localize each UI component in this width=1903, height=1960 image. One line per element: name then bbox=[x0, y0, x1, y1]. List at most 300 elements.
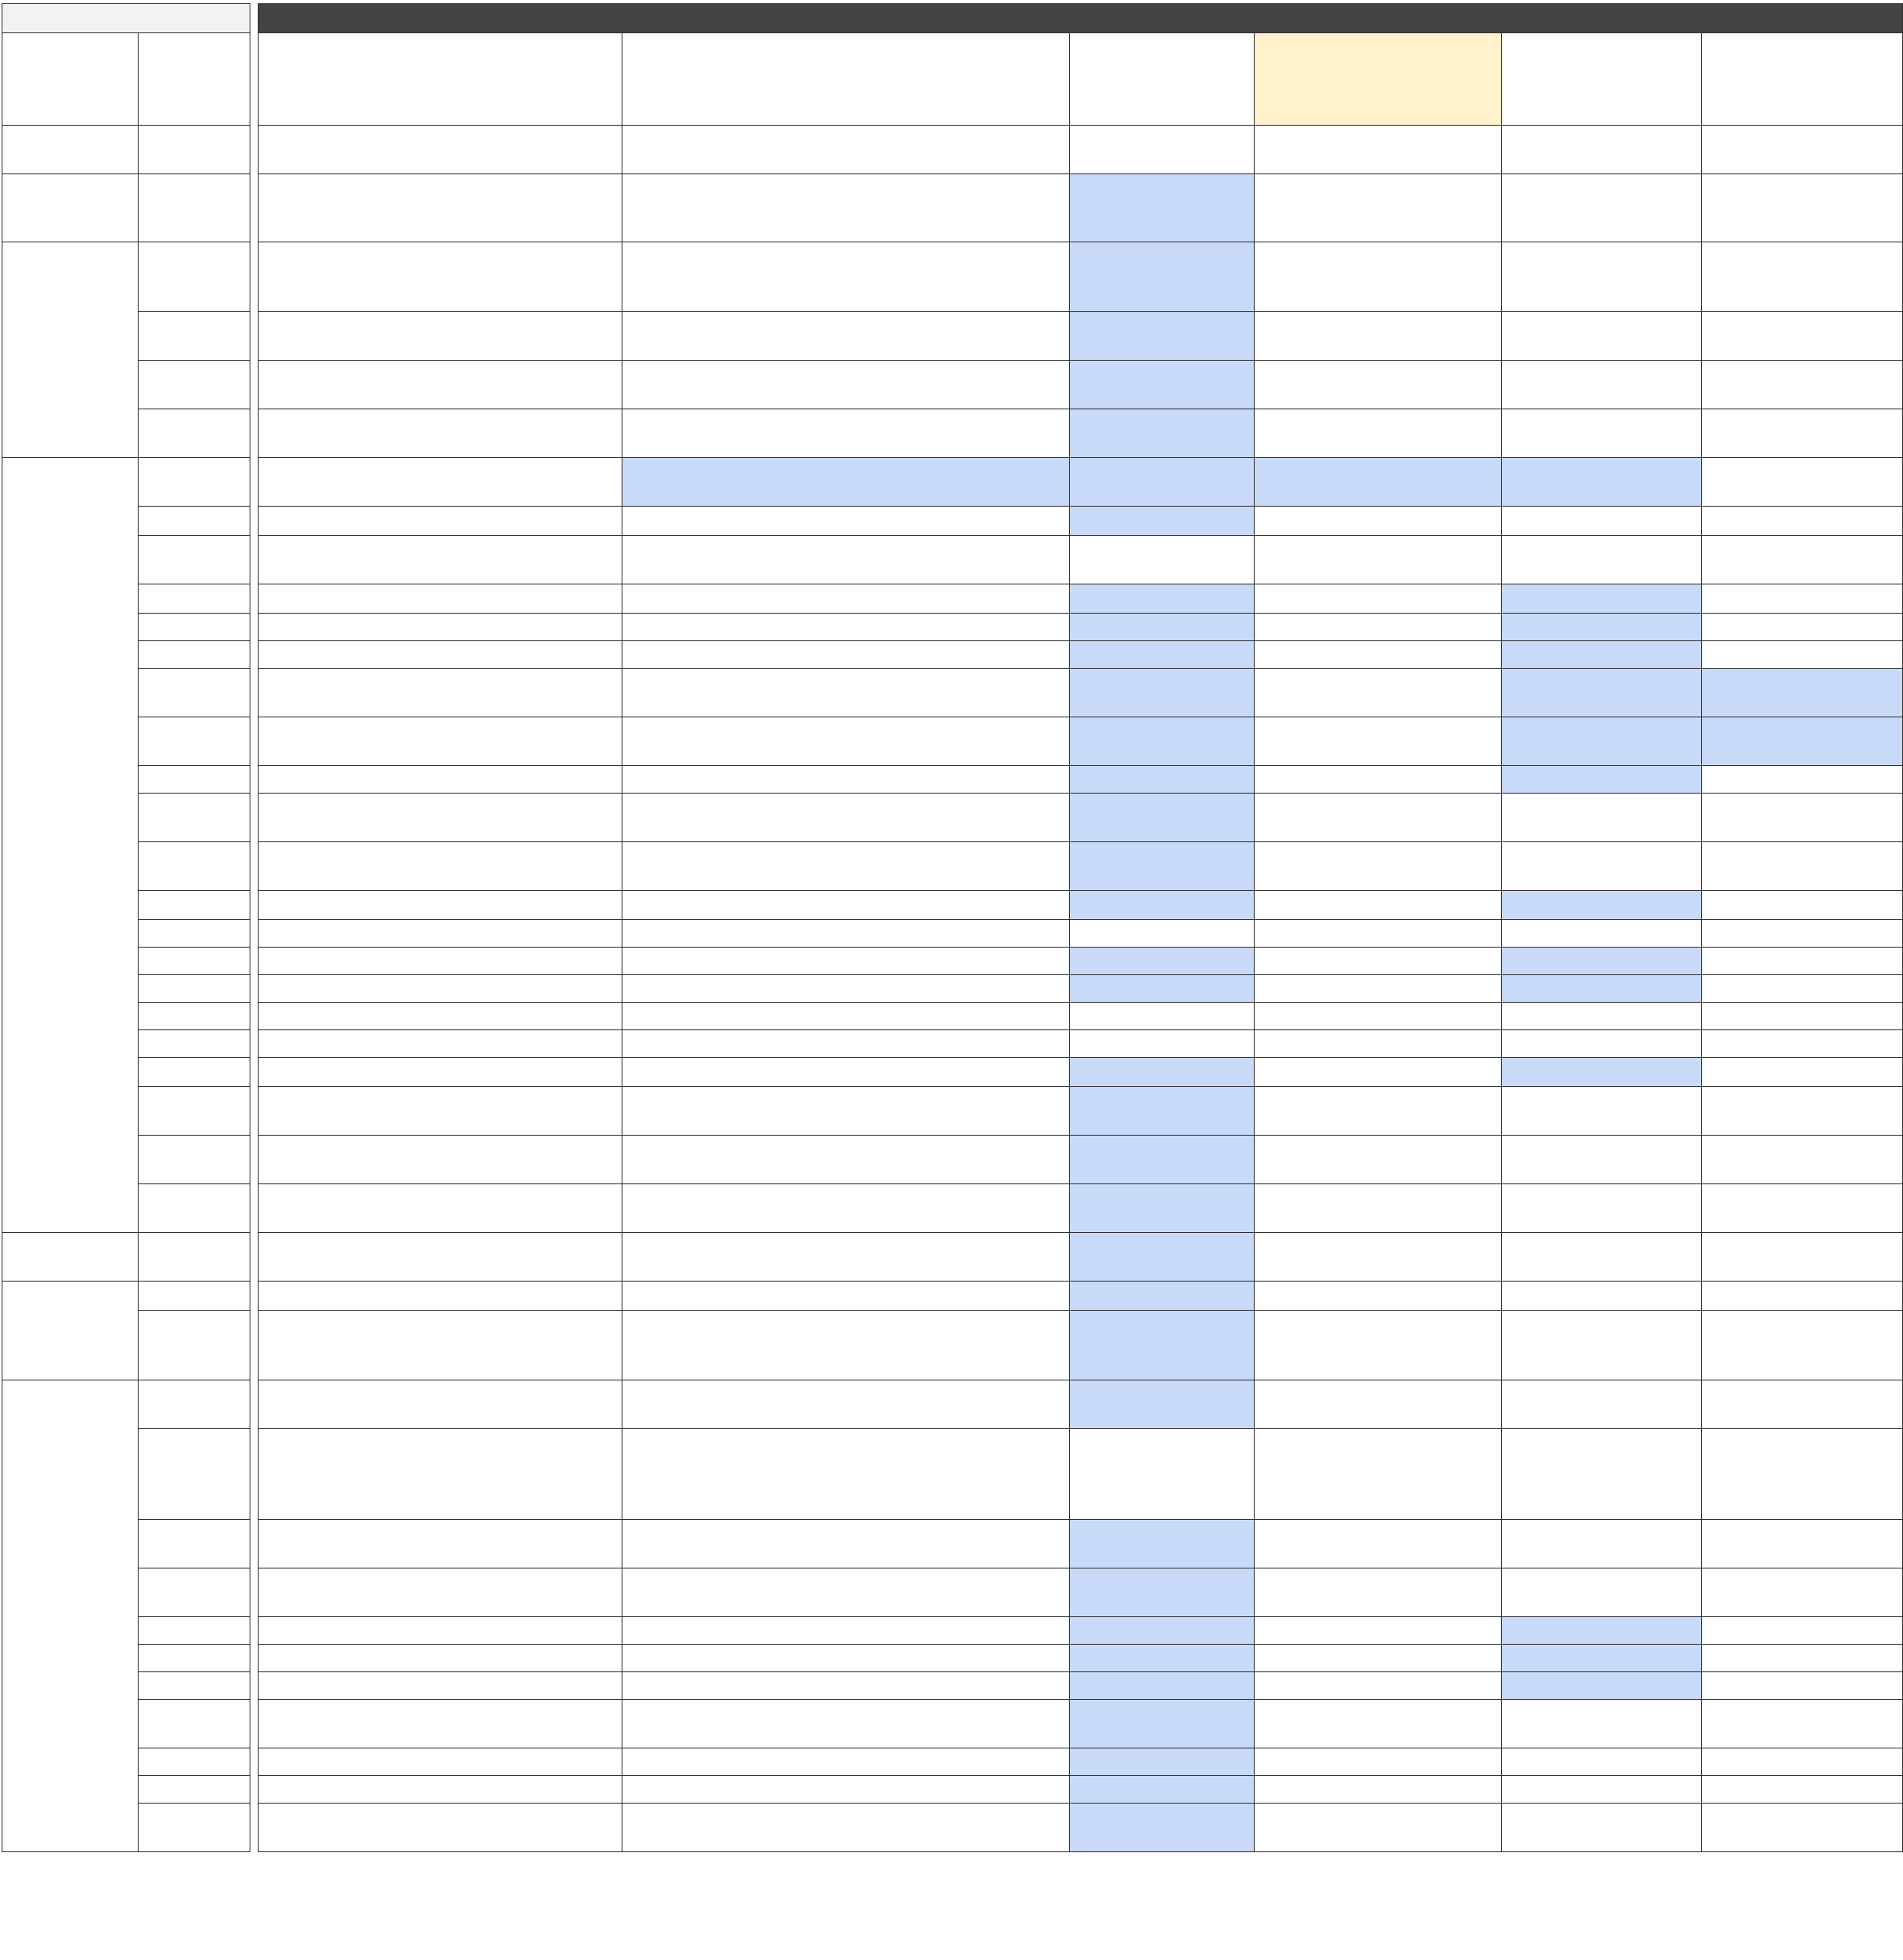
date-0204-cell bbox=[622, 1282, 1069, 1311]
date-0204-cell bbox=[622, 948, 1069, 975]
date-0604-cell bbox=[1501, 1568, 1702, 1617]
date-0604-cell bbox=[1501, 891, 1702, 920]
date-0604-cell bbox=[1501, 1804, 1702, 1852]
date-0304-cell bbox=[1069, 614, 1255, 641]
dst-adjusted-cell bbox=[1255, 1087, 1501, 1136]
date-0204-cell bbox=[622, 614, 1069, 641]
standard-hours-cell bbox=[259, 458, 622, 507]
dst-adjusted-cell bbox=[1255, 312, 1501, 361]
symbol-cell bbox=[138, 126, 250, 174]
table-row bbox=[2, 1058, 1903, 1087]
date-0604-cell bbox=[1501, 975, 1702, 1003]
dst-adjusted-cell bbox=[1255, 1672, 1501, 1700]
group-cell bbox=[2, 1282, 139, 1380]
symbol-cell bbox=[138, 1030, 250, 1058]
table-row bbox=[2, 766, 1903, 794]
group-cell bbox=[2, 458, 139, 1233]
table-row bbox=[2, 409, 1903, 458]
symbol-cell bbox=[138, 1087, 250, 1136]
date-0204-cell bbox=[622, 1776, 1069, 1804]
date-0304-cell bbox=[1069, 361, 1255, 409]
table-row bbox=[2, 1748, 1903, 1776]
date-0204-cell bbox=[622, 507, 1069, 536]
column-gap bbox=[250, 1645, 259, 1672]
standard-hours-cell bbox=[259, 409, 622, 458]
date-0204-cell bbox=[622, 409, 1069, 458]
symbol-cell bbox=[138, 1380, 250, 1429]
date-0304-cell bbox=[1069, 1087, 1255, 1136]
dst-adjusted-cell bbox=[1255, 614, 1501, 641]
date-0304-cell bbox=[1069, 975, 1255, 1003]
column-gap bbox=[250, 1672, 259, 1700]
date-0604-cell bbox=[1501, 1429, 1702, 1520]
date-0304-cell bbox=[1069, 1030, 1255, 1058]
date-0304-cell bbox=[1069, 842, 1255, 891]
symbol-cell bbox=[138, 458, 250, 507]
dst-adjusted-cell bbox=[1255, 174, 1501, 242]
date-0204-cell bbox=[622, 536, 1069, 584]
standard-hours-cell bbox=[259, 794, 622, 842]
date-0604-cell bbox=[1501, 717, 1702, 766]
dst-adjusted-cell bbox=[1255, 1233, 1501, 1282]
date-0704-cell bbox=[1702, 1058, 1903, 1087]
date-0304-cell bbox=[1069, 1700, 1255, 1748]
date-0704-cell bbox=[1702, 1804, 1903, 1852]
group-cell bbox=[2, 1380, 139, 1852]
symbol-cell bbox=[138, 1003, 250, 1030]
date-0604-cell bbox=[1501, 1087, 1702, 1136]
table-row bbox=[2, 458, 1903, 507]
date-0304-cell bbox=[1069, 794, 1255, 842]
standard-hours-cell bbox=[259, 766, 622, 794]
date-0604-cell bbox=[1501, 1617, 1702, 1645]
date-0304-cell bbox=[1069, 126, 1255, 174]
column-gap bbox=[250, 1520, 259, 1568]
symbol-cell bbox=[138, 1568, 250, 1617]
date-0304-cell bbox=[1069, 1748, 1255, 1776]
date-0704-cell bbox=[1702, 766, 1903, 794]
date-0604-cell bbox=[1501, 1776, 1702, 1804]
date-0704-cell bbox=[1702, 1568, 1903, 1617]
column-gap bbox=[250, 361, 259, 409]
table-row bbox=[2, 1672, 1903, 1700]
date-0704-cell bbox=[1702, 126, 1903, 174]
date-0304-cell bbox=[1069, 1311, 1255, 1380]
table-row bbox=[2, 536, 1903, 584]
standard-hours-cell bbox=[259, 584, 622, 614]
dst-adjusted-cell bbox=[1255, 126, 1501, 174]
column-gap bbox=[250, 1311, 259, 1380]
date-0704-cell bbox=[1702, 584, 1903, 614]
column-gap bbox=[250, 1087, 259, 1136]
column-gap bbox=[250, 1700, 259, 1748]
date-0704-cell bbox=[1702, 1429, 1903, 1520]
date-0604-cell bbox=[1501, 242, 1702, 312]
date-0204-cell bbox=[622, 1233, 1069, 1282]
standard-hours-cell bbox=[259, 1003, 622, 1030]
standard-hours-cell bbox=[259, 1520, 622, 1568]
date-0204-cell bbox=[622, 1136, 1069, 1184]
table-row bbox=[2, 1520, 1903, 1568]
table-title bbox=[259, 4, 1903, 33]
date-0704-cell bbox=[1702, 641, 1903, 669]
column-gap bbox=[250, 242, 259, 312]
column-gap bbox=[250, 174, 259, 242]
symbol-cell bbox=[138, 717, 250, 766]
date-0204-cell bbox=[622, 1748, 1069, 1776]
dst-adjusted-cell bbox=[1255, 794, 1501, 842]
dst-adjusted-cell bbox=[1255, 1429, 1501, 1520]
column-gap bbox=[250, 1030, 259, 1058]
date-0304-cell bbox=[1069, 641, 1255, 669]
date-0304-cell bbox=[1069, 891, 1255, 920]
date-0204-cell bbox=[622, 669, 1069, 717]
column-gap bbox=[250, 1282, 259, 1311]
date-0704-cell bbox=[1702, 1748, 1903, 1776]
column-gap bbox=[250, 1233, 259, 1282]
standard-hours-cell bbox=[259, 1776, 622, 1804]
date-0304-cell bbox=[1069, 174, 1255, 242]
standard-hours-cell bbox=[259, 1282, 622, 1311]
table-row bbox=[2, 312, 1903, 361]
column-gap bbox=[250, 1136, 259, 1184]
column-gap bbox=[250, 4, 259, 33]
date-0304-cell bbox=[1069, 1233, 1255, 1282]
table-row bbox=[2, 361, 1903, 409]
symbol-cell bbox=[138, 1184, 250, 1233]
table-row bbox=[2, 584, 1903, 614]
table-row bbox=[2, 1617, 1903, 1645]
date-0204-cell bbox=[622, 1030, 1069, 1058]
date-0304-cell bbox=[1069, 766, 1255, 794]
table-row bbox=[2, 1380, 1903, 1429]
date-0604-cell bbox=[1501, 1380, 1702, 1429]
standard-hours-cell bbox=[259, 1380, 622, 1429]
table-row bbox=[2, 891, 1903, 920]
table-row bbox=[2, 614, 1903, 641]
standard-hours-cell bbox=[259, 1700, 622, 1748]
date-0704-cell bbox=[1702, 1030, 1903, 1058]
symbol-cell bbox=[138, 614, 250, 641]
standard-hours-cell bbox=[259, 891, 622, 920]
header-date-0204 bbox=[622, 33, 1069, 126]
dst-adjusted-cell bbox=[1255, 1311, 1501, 1380]
standard-hours-cell bbox=[259, 242, 622, 312]
standard-hours-cell bbox=[259, 1429, 622, 1520]
header-date-0704 bbox=[1702, 33, 1903, 126]
column-gap bbox=[250, 536, 259, 584]
date-0204-cell bbox=[622, 794, 1069, 842]
date-0704-cell bbox=[1702, 174, 1903, 242]
symbol-cell bbox=[138, 975, 250, 1003]
standard-hours-cell bbox=[259, 1748, 622, 1776]
dst-adjusted-cell bbox=[1255, 1776, 1501, 1804]
date-0704-cell bbox=[1702, 409, 1903, 458]
date-0204-cell bbox=[622, 641, 1069, 669]
date-0604-cell bbox=[1501, 614, 1702, 641]
symbol-cell bbox=[138, 1136, 250, 1184]
date-0604-cell bbox=[1501, 1748, 1702, 1776]
column-gap bbox=[250, 948, 259, 975]
date-0704-cell bbox=[1702, 920, 1903, 948]
date-0204-cell bbox=[622, 1568, 1069, 1617]
standard-hours-cell bbox=[259, 641, 622, 669]
date-0704-cell bbox=[1702, 891, 1903, 920]
date-0704-cell bbox=[1702, 1311, 1903, 1380]
date-0204-cell bbox=[622, 1645, 1069, 1672]
table-row bbox=[2, 641, 1903, 669]
date-0204-cell bbox=[622, 1672, 1069, 1700]
symbol-cell bbox=[138, 920, 250, 948]
date-0204-cell bbox=[622, 1184, 1069, 1233]
standard-hours-cell bbox=[259, 174, 622, 242]
dst-adjusted-cell bbox=[1255, 975, 1501, 1003]
trading-hours-table bbox=[2, 3, 1903, 1852]
date-0604-cell bbox=[1501, 126, 1702, 174]
table-row bbox=[2, 1030, 1903, 1058]
symbol-cell bbox=[138, 1429, 250, 1520]
date-0704-cell bbox=[1702, 1617, 1903, 1645]
date-0204-cell bbox=[622, 584, 1069, 614]
date-0604-cell bbox=[1501, 842, 1702, 891]
standard-hours-cell bbox=[259, 1672, 622, 1700]
date-0604-cell bbox=[1501, 312, 1702, 361]
column-gap bbox=[250, 1748, 259, 1776]
date-0304-cell bbox=[1069, 669, 1255, 717]
dst-adjusted-cell bbox=[1255, 1645, 1501, 1672]
standard-hours-cell bbox=[259, 1087, 622, 1136]
date-0304-cell bbox=[1069, 536, 1255, 584]
standard-hours-cell bbox=[259, 1233, 622, 1282]
standard-hours-cell bbox=[259, 1568, 622, 1617]
table-row bbox=[2, 1282, 1903, 1311]
date-0704-cell bbox=[1702, 614, 1903, 641]
table-row bbox=[2, 842, 1903, 891]
column-gap bbox=[250, 842, 259, 891]
date-0704-cell bbox=[1702, 1672, 1903, 1700]
symbol-cell bbox=[138, 361, 250, 409]
symbol-cell bbox=[138, 409, 250, 458]
table-row bbox=[2, 1645, 1903, 1672]
table-row bbox=[2, 1311, 1903, 1380]
date-0204-cell bbox=[622, 1003, 1069, 1030]
symbol-cell bbox=[138, 1617, 250, 1645]
date-0704-cell bbox=[1702, 1184, 1903, 1233]
date-0604-cell bbox=[1501, 361, 1702, 409]
dst-adjusted-cell bbox=[1255, 584, 1501, 614]
date-0204-cell bbox=[622, 1058, 1069, 1087]
date-0604-cell bbox=[1501, 507, 1702, 536]
standard-hours-cell bbox=[259, 1030, 622, 1058]
date-0604-cell bbox=[1501, 174, 1702, 242]
date-0304-cell bbox=[1069, 458, 1255, 507]
table-row bbox=[2, 1233, 1903, 1282]
column-gap bbox=[250, 1804, 259, 1852]
symbol-cell bbox=[138, 948, 250, 975]
standard-hours-cell bbox=[259, 614, 622, 641]
table-row bbox=[2, 1087, 1903, 1136]
symbol-cell bbox=[138, 1520, 250, 1568]
date-0204-cell bbox=[622, 920, 1069, 948]
date-0604-cell bbox=[1501, 536, 1702, 584]
column-gap bbox=[250, 458, 259, 507]
table-row bbox=[2, 948, 1903, 975]
date-0304-cell bbox=[1069, 312, 1255, 361]
symbol-cell bbox=[138, 842, 250, 891]
date-0604-cell bbox=[1501, 669, 1702, 717]
header-dst-adjustment bbox=[1255, 33, 1501, 126]
column-gap bbox=[250, 975, 259, 1003]
dst-adjusted-cell bbox=[1255, 669, 1501, 717]
dst-adjusted-cell bbox=[1255, 507, 1501, 536]
dst-adjusted-cell bbox=[1255, 1700, 1501, 1748]
column-gap bbox=[250, 409, 259, 458]
date-0204-cell bbox=[622, 1429, 1069, 1520]
date-0704-cell bbox=[1702, 458, 1903, 507]
date-0304-cell bbox=[1069, 1429, 1255, 1520]
standard-hours-cell bbox=[259, 975, 622, 1003]
date-0204-cell bbox=[622, 312, 1069, 361]
table-row bbox=[2, 1184, 1903, 1233]
date-0304-cell bbox=[1069, 242, 1255, 312]
symbol-cell bbox=[138, 891, 250, 920]
table-row bbox=[2, 920, 1903, 948]
standard-hours-cell bbox=[259, 1136, 622, 1184]
column-gap bbox=[250, 1776, 259, 1804]
table-row bbox=[2, 1429, 1903, 1520]
title-spacer bbox=[2, 4, 250, 33]
standard-hours-cell bbox=[259, 669, 622, 717]
date-0204-cell bbox=[622, 1380, 1069, 1429]
column-gap bbox=[250, 614, 259, 641]
date-0704-cell bbox=[1702, 669, 1903, 717]
header-standard-hours bbox=[259, 33, 622, 126]
date-0304-cell bbox=[1069, 920, 1255, 948]
group-cell bbox=[2, 126, 139, 174]
date-0204-cell bbox=[622, 842, 1069, 891]
symbol-cell bbox=[138, 1311, 250, 1380]
dst-adjusted-cell bbox=[1255, 1003, 1501, 1030]
column-gap bbox=[250, 766, 259, 794]
standard-hours-cell bbox=[259, 1311, 622, 1380]
date-0304-cell bbox=[1069, 1645, 1255, 1672]
header-date-0604 bbox=[1501, 33, 1702, 126]
table-row bbox=[2, 1700, 1903, 1748]
date-0704-cell bbox=[1702, 1776, 1903, 1804]
date-0704-cell bbox=[1702, 1282, 1903, 1311]
symbol-cell bbox=[138, 1776, 250, 1804]
table-row bbox=[2, 1804, 1903, 1852]
date-0204-cell bbox=[622, 975, 1069, 1003]
standard-hours-cell bbox=[259, 920, 622, 948]
date-0704-cell bbox=[1702, 842, 1903, 891]
date-0704-cell bbox=[1702, 507, 1903, 536]
date-0304-cell bbox=[1069, 948, 1255, 975]
dst-adjusted-cell bbox=[1255, 1568, 1501, 1617]
date-0604-cell bbox=[1501, 1700, 1702, 1748]
date-0704-cell bbox=[1702, 1700, 1903, 1748]
standard-hours-cell bbox=[259, 1645, 622, 1672]
standard-hours-cell bbox=[259, 507, 622, 536]
date-0704-cell bbox=[1702, 312, 1903, 361]
dst-adjusted-cell bbox=[1255, 458, 1501, 507]
symbol-cell bbox=[138, 1233, 250, 1282]
date-0604-cell bbox=[1501, 409, 1702, 458]
symbol-cell bbox=[138, 584, 250, 614]
table-row bbox=[2, 1776, 1903, 1804]
column-gap bbox=[250, 33, 259, 126]
standard-hours-cell bbox=[259, 1617, 622, 1645]
date-0304-cell bbox=[1069, 1617, 1255, 1645]
dst-adjusted-cell bbox=[1255, 1136, 1501, 1184]
date-0204-cell bbox=[622, 242, 1069, 312]
date-0604-cell bbox=[1501, 920, 1702, 948]
table-body bbox=[2, 126, 1903, 1852]
header-group bbox=[2, 33, 139, 126]
symbol-cell bbox=[138, 536, 250, 584]
table-row bbox=[2, 975, 1903, 1003]
date-0304-cell bbox=[1069, 1804, 1255, 1852]
dst-adjusted-cell bbox=[1255, 1282, 1501, 1311]
date-0604-cell bbox=[1501, 1003, 1702, 1030]
date-0604-cell bbox=[1501, 1520, 1702, 1568]
symbol-cell bbox=[138, 794, 250, 842]
date-0204-cell bbox=[622, 361, 1069, 409]
dst-adjusted-cell bbox=[1255, 641, 1501, 669]
date-0304-cell bbox=[1069, 507, 1255, 536]
date-0204-cell bbox=[622, 1520, 1069, 1568]
standard-hours-cell bbox=[259, 361, 622, 409]
column-gap bbox=[250, 507, 259, 536]
symbol-cell bbox=[138, 1748, 250, 1776]
date-0604-cell bbox=[1501, 1311, 1702, 1380]
date-0304-cell bbox=[1069, 1380, 1255, 1429]
date-0204-cell bbox=[622, 126, 1069, 174]
standard-hours-cell bbox=[259, 312, 622, 361]
table-row bbox=[2, 717, 1903, 766]
column-gap bbox=[250, 584, 259, 614]
standard-hours-cell bbox=[259, 717, 622, 766]
dst-adjusted-cell bbox=[1255, 891, 1501, 920]
date-0604-cell bbox=[1501, 1184, 1702, 1233]
column-gap bbox=[250, 641, 259, 669]
standard-hours-cell bbox=[259, 536, 622, 584]
table-row bbox=[2, 507, 1903, 536]
date-0304-cell bbox=[1069, 409, 1255, 458]
dst-adjusted-cell bbox=[1255, 1617, 1501, 1645]
standard-hours-cell bbox=[259, 1184, 622, 1233]
dst-adjusted-cell bbox=[1255, 920, 1501, 948]
dst-adjusted-cell bbox=[1255, 1804, 1501, 1852]
symbol-cell bbox=[138, 507, 250, 536]
dst-adjusted-cell bbox=[1255, 536, 1501, 584]
date-0604-cell bbox=[1501, 948, 1702, 975]
date-0704-cell bbox=[1702, 1136, 1903, 1184]
date-0704-cell bbox=[1702, 1087, 1903, 1136]
date-0204-cell bbox=[622, 1311, 1069, 1380]
date-0604-cell bbox=[1501, 794, 1702, 842]
date-0704-cell bbox=[1702, 975, 1903, 1003]
header-date-0304 bbox=[1069, 33, 1255, 126]
column-gap bbox=[250, 312, 259, 361]
standard-hours-cell bbox=[259, 1804, 622, 1852]
date-0604-cell bbox=[1501, 1233, 1702, 1282]
date-0604-cell bbox=[1501, 458, 1702, 507]
dst-adjusted-cell bbox=[1255, 766, 1501, 794]
date-0304-cell bbox=[1069, 1568, 1255, 1617]
date-0604-cell bbox=[1501, 1058, 1702, 1087]
symbol-cell bbox=[138, 641, 250, 669]
